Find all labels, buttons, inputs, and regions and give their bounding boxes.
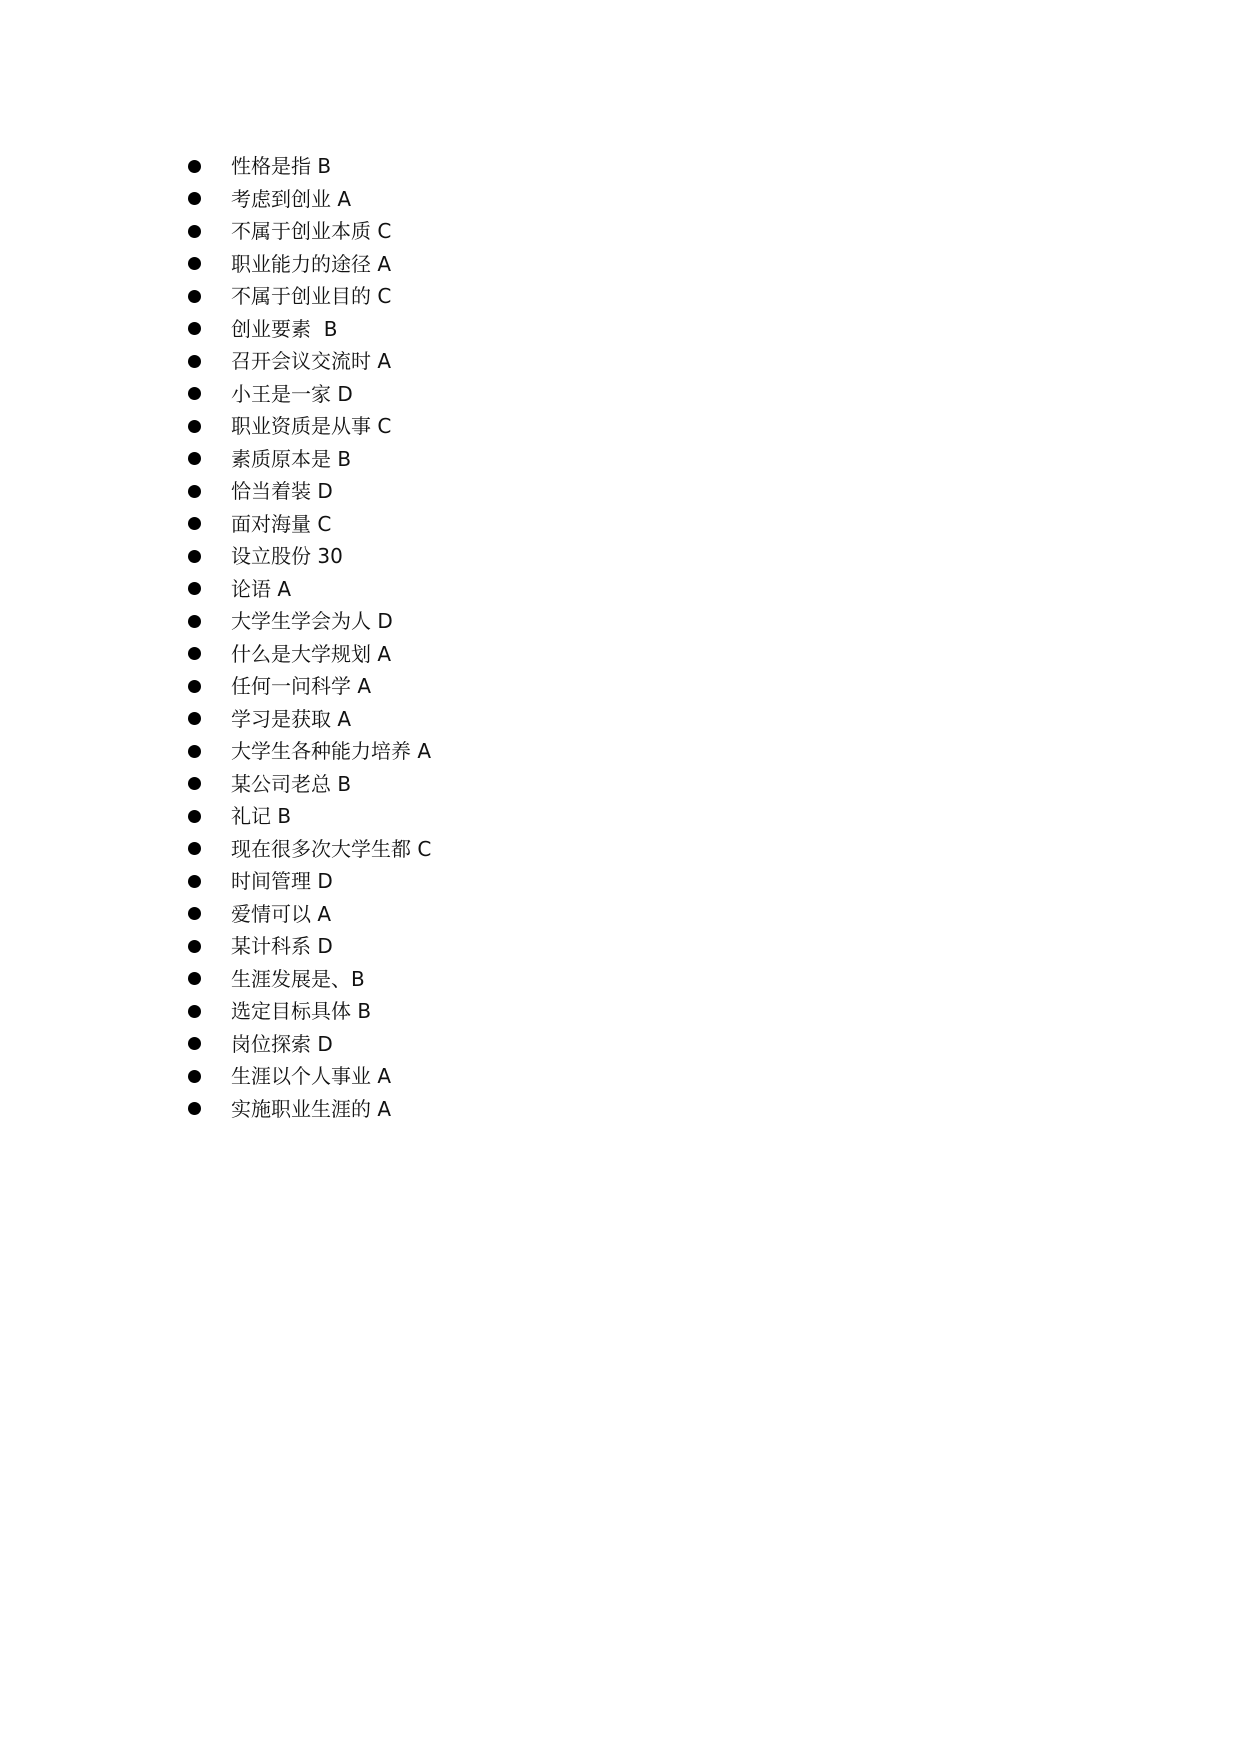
list-item bbox=[186, 215, 431, 248]
bullet-icon bbox=[188, 1037, 201, 1050]
bullet-icon bbox=[188, 257, 201, 270]
bullet-icon bbox=[188, 615, 201, 628]
bullet-icon bbox=[188, 550, 201, 563]
list-item-text: 素质原本是 B bbox=[231, 446, 352, 471]
list-item bbox=[186, 508, 431, 541]
list-item-text: 现在很多次大学生都 C bbox=[231, 836, 432, 861]
list-item bbox=[186, 1093, 431, 1126]
list-item-text: 学习是获取 A bbox=[231, 706, 352, 731]
list-item bbox=[186, 150, 431, 183]
bullet-icon bbox=[188, 1005, 201, 1018]
bullet-icon bbox=[188, 907, 201, 920]
list-item bbox=[186, 280, 431, 313]
list-item-text: 礼记 B bbox=[231, 804, 292, 828]
list-item-text: 面对海量 C bbox=[231, 511, 332, 536]
bullet-icon bbox=[188, 972, 201, 985]
list-item-text: 不属于创业目的 C bbox=[231, 284, 392, 308]
bullet-icon bbox=[188, 322, 201, 335]
bullet-icon bbox=[188, 192, 201, 205]
list-item bbox=[186, 703, 431, 736]
list-item-text: 论语 A bbox=[231, 576, 292, 601]
bullet-icon bbox=[188, 485, 201, 498]
list-item-text: 小王是一家 D bbox=[231, 381, 353, 406]
list-item bbox=[186, 930, 431, 963]
bullet-icon bbox=[188, 225, 201, 238]
list-item-text: 考虑到创业 A bbox=[231, 186, 352, 211]
list-item bbox=[186, 443, 431, 476]
bullet-icon bbox=[188, 1070, 201, 1083]
list-item bbox=[186, 475, 431, 508]
list-item-text: 生涯发展是、B bbox=[231, 966, 365, 991]
bullet-icon bbox=[188, 810, 201, 823]
list-item-text: 某计科系 D bbox=[231, 934, 333, 958]
list-item bbox=[186, 378, 431, 411]
list-item-text: 职业能力的途径 A bbox=[231, 251, 392, 276]
list-item bbox=[186, 995, 431, 1028]
bullet-icon bbox=[188, 387, 201, 400]
list-item-text: 生涯以个人事业 A bbox=[231, 1064, 392, 1088]
list-item-text: 时间管理 D bbox=[231, 869, 333, 893]
list-item-text: 不属于创业本质 C bbox=[231, 219, 392, 243]
list-item-text: 创业要素 B bbox=[231, 316, 338, 341]
list-item bbox=[186, 1060, 431, 1093]
list-item-text: 爱情可以 A bbox=[231, 901, 332, 926]
list-item bbox=[186, 670, 431, 703]
list-item bbox=[186, 540, 431, 573]
list-item-text: 召开会议交流时 A bbox=[231, 349, 392, 373]
list-item-text: 某公司老总 B bbox=[231, 771, 352, 796]
list-item bbox=[186, 605, 431, 638]
bullet-icon bbox=[188, 777, 201, 790]
list-item bbox=[186, 963, 431, 996]
list-item bbox=[186, 768, 431, 801]
list-item bbox=[186, 638, 431, 671]
list-item-text: 设立股份 30 bbox=[231, 544, 343, 568]
bullet-icon bbox=[188, 647, 201, 660]
bullet-list bbox=[186, 150, 431, 1125]
list-item bbox=[186, 898, 431, 931]
list-item bbox=[186, 183, 431, 216]
list-item-text: 性格是指 B bbox=[231, 154, 332, 178]
list-item-text: 岗位探索 D bbox=[231, 1031, 333, 1056]
list-item bbox=[186, 345, 431, 378]
bullet-icon bbox=[188, 842, 201, 855]
bullet-icon bbox=[188, 712, 201, 725]
bullet-icon bbox=[188, 745, 201, 758]
bullet-icon bbox=[188, 290, 201, 303]
bullet-icon bbox=[188, 355, 201, 368]
list-item-text: 什么是大学规划 A bbox=[231, 641, 392, 666]
list-item bbox=[186, 410, 431, 443]
list-item bbox=[186, 735, 431, 768]
list-item-text: 恰当着装 D bbox=[231, 479, 333, 503]
list-item bbox=[186, 1028, 431, 1061]
list-item bbox=[186, 800, 431, 833]
bullet-icon bbox=[188, 875, 201, 888]
list-item-text: 任何一问科学 A bbox=[231, 674, 372, 698]
bullet-icon bbox=[188, 1102, 201, 1115]
bullet-icon bbox=[188, 160, 201, 173]
list-item bbox=[186, 573, 431, 606]
list-item bbox=[186, 248, 431, 281]
list-item-text: 实施职业生涯的 A bbox=[231, 1096, 392, 1121]
list-item-text: 选定目标具体 B bbox=[231, 999, 372, 1023]
list-item bbox=[186, 833, 431, 866]
bullet-icon bbox=[188, 452, 201, 465]
bullet-icon bbox=[188, 940, 201, 953]
bullet-icon bbox=[188, 680, 201, 693]
list-item bbox=[186, 865, 431, 898]
list-item-text: 职业资质是从事 C bbox=[231, 414, 392, 438]
list-item-text: 大学生学会为人 D bbox=[231, 609, 393, 633]
bullet-icon bbox=[188, 582, 201, 595]
list-item-text: 大学生各种能力培养 A bbox=[231, 739, 432, 763]
bullet-icon bbox=[188, 517, 201, 530]
list-item bbox=[186, 313, 431, 346]
bullet-icon bbox=[188, 420, 201, 433]
